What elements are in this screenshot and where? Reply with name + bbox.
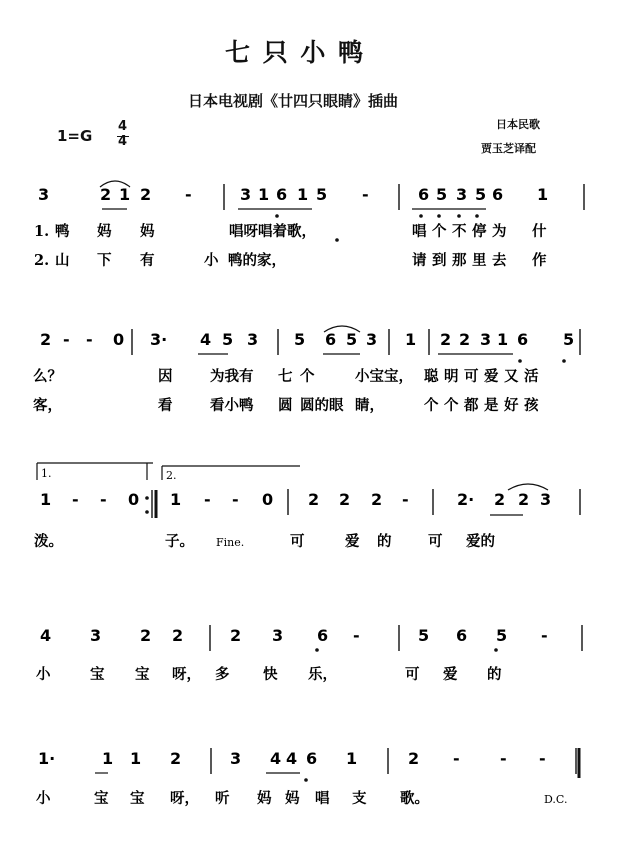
dash-note: - [86,330,93,349]
note: 2· [457,490,475,509]
time-signature-top: 4 [118,119,128,134]
note: 4 [270,749,282,768]
volta-2-label: 2. [166,469,177,482]
dc-mark: D.C. [544,793,568,806]
note: 6 [492,185,504,204]
note: 6 [317,626,329,645]
dash-note: - [72,490,79,509]
octave-dot [437,214,441,218]
note: 3 [456,185,468,204]
note: 1 [497,330,509,349]
lyric: 都 [464,397,479,414]
lyric: 么？ [33,368,62,385]
lyric: 歌。 [400,790,429,807]
lyric: 作 [532,252,547,269]
note: 6 [306,749,318,768]
time-signature-bottom: 4 [118,134,128,149]
note: 0 [262,490,274,509]
lyric: 那 [452,252,467,269]
lyric: 个 [300,368,315,385]
lyric: 个 [424,397,439,414]
lyric: 支 [352,790,367,807]
note: 2 [100,185,112,204]
note: 2 [494,490,506,509]
lyric: 停 [472,223,487,240]
note: 3 [366,330,378,349]
lyric: 什 [532,223,547,240]
note: 1 [297,185,309,204]
note: 1 [258,185,270,204]
dash-note: - [353,626,360,645]
note: 2 [408,749,420,768]
lyric: 唱呀唱着歌， [229,223,316,240]
lyric: 到 [432,252,447,269]
octave-dot [419,214,423,218]
note: 2 [172,626,184,645]
dash-note: - [402,490,409,509]
lyric: 宝 [94,790,109,807]
note: 5 [436,185,448,204]
lyric: 快 [263,666,278,683]
lyric: 宝 [90,666,105,683]
note: 0 [128,490,140,509]
dash-note: - [185,185,192,204]
dash-note: - [362,185,369,204]
octave-dot [304,778,308,782]
lyric: 圆的眼 [300,397,344,414]
lyric: 睛， [355,397,384,414]
dash-note: - [232,490,239,509]
lyric: 因 [158,368,173,385]
note: 5 [294,330,306,349]
lyric: 又 [504,368,519,385]
note: 5 [563,330,575,349]
note: 5 [475,185,487,204]
lyric: 多 [215,666,230,683]
lyric: 小宝宝， [355,368,413,385]
note: 1 [119,185,131,204]
fine-mark: Fine. [216,536,245,549]
note: 2 [518,490,530,509]
note: 1 [130,749,142,768]
note: 3 [247,330,259,349]
lyric: 看 [158,397,173,414]
note: 1 [346,749,358,768]
dash-note: - [539,749,546,768]
note: 4 [40,626,52,645]
lyric: 活 [524,368,539,385]
lyric: 请 [412,252,427,269]
lyric: 明 [444,368,459,385]
dash-note: - [541,626,548,645]
note: 1 [40,490,52,509]
lyric: 小 [204,252,219,269]
dash-note: - [500,749,507,768]
lyric: 为我有 [210,368,254,385]
lyric: 唱 [412,223,427,240]
octave-dot [562,359,566,363]
lyric: 聪 [424,368,439,385]
dash-note: - [100,490,107,509]
volta-1-label: 1. [41,467,52,480]
note: 5 [222,330,234,349]
note: 3 [540,490,552,509]
note: 2 [459,330,471,349]
lyric: 看小鸭 [210,397,254,414]
lyric: 鸭的家， [228,252,286,269]
octave-dot [518,359,522,363]
lyric: 是 [484,397,499,414]
lyric: 小 [36,790,51,807]
note: 4 [200,330,212,349]
lyric: 2. [34,252,50,269]
octave-dot [494,648,498,652]
note: 3 [38,185,50,204]
translator-credit: 贾玉芝译配 [481,142,536,155]
lyric: 有 [140,252,155,269]
lyric: 听 [215,790,230,807]
note: 2 [440,330,452,349]
repeat-dot [145,510,149,514]
octave-dot [315,648,319,652]
lyric: 妈 [257,790,272,807]
lyric: 客， [33,397,62,414]
octave-dot [275,214,279,218]
lyric: 子。 [165,533,194,550]
lyric: 呀， [170,790,199,807]
lyric: 妈 [140,223,155,240]
lyric: 孩 [524,397,539,414]
lyric-comma-dot [335,238,339,242]
lyric: 里 [472,252,487,269]
lyric: 1. [34,223,50,240]
note: 2 [40,330,52,349]
lyric: 圆 [278,397,293,414]
note: 6 [418,185,430,204]
note: 3 [480,330,492,349]
note: 0 [113,330,125,349]
song-title: 七 只 小 鸭 [225,38,366,67]
lyric: 妈 [97,223,112,240]
song-subtitle: 日本电视剧《廿四只眼睛》插曲 [188,92,399,110]
lyric: 好 [504,397,519,414]
note: 1 [170,490,182,509]
lyric: 爱 [443,666,458,683]
lyric: 可 [464,368,479,385]
lyric: 乐， [308,666,337,683]
lyric: 小 [36,666,51,683]
lyric: 可 [428,533,443,550]
lyric: 个 [432,223,447,240]
lyric: 可 [290,533,305,550]
note: 2 [339,490,351,509]
dash-note: - [63,330,70,349]
dash-note: - [204,490,211,509]
key-signature: 1=G [57,127,93,145]
note: 1· [38,749,56,768]
note: 3 [272,626,284,645]
note: 2 [230,626,242,645]
note: 5 [496,626,508,645]
note: 1 [102,749,114,768]
repeat-dot [145,496,149,500]
note: 5 [418,626,430,645]
lyric: 的 [487,666,502,683]
lyric: 七 [278,368,293,385]
lyric: 鸭 [55,223,70,240]
note: 2 [170,749,182,768]
lyric: 不 [452,223,467,240]
lyric: 下 [97,252,112,269]
dash-note: - [453,749,460,768]
note: 1 [537,185,549,204]
lyric: 可 [405,666,420,683]
lyric: 呀， [172,666,201,683]
note: 3· [150,330,168,349]
lyric: 的 [377,533,392,550]
note: 3 [230,749,242,768]
lyric: 爱的 [466,533,495,550]
lyric: 唱 [315,790,330,807]
octave-dot [475,214,479,218]
note: 1 [405,330,417,349]
lyric: 爱 [345,533,360,550]
octave-dot [457,214,461,218]
lyric: 妈 [285,790,300,807]
note: 3 [90,626,102,645]
note: 3 [240,185,252,204]
note: 6 [325,330,337,349]
origin-credit: 日本民歌 [496,118,540,131]
lyric: 宝 [135,666,150,683]
note: 2 [308,490,320,509]
note: 2 [371,490,383,509]
lyric: 个 [444,397,459,414]
lyric: 宝 [130,790,145,807]
note: 5 [316,185,328,204]
lyric: 山 [55,252,70,269]
lyric: 为 [492,223,507,240]
note: 4 [286,749,298,768]
note: 6 [276,185,288,204]
lyric: 爱 [484,368,499,385]
note: 2 [140,626,152,645]
note: 5 [346,330,358,349]
lyric: 泼。 [34,533,63,550]
note: 6 [456,626,468,645]
lyric: 去 [492,252,507,269]
note: 2 [140,185,152,204]
note: 6 [517,330,529,349]
